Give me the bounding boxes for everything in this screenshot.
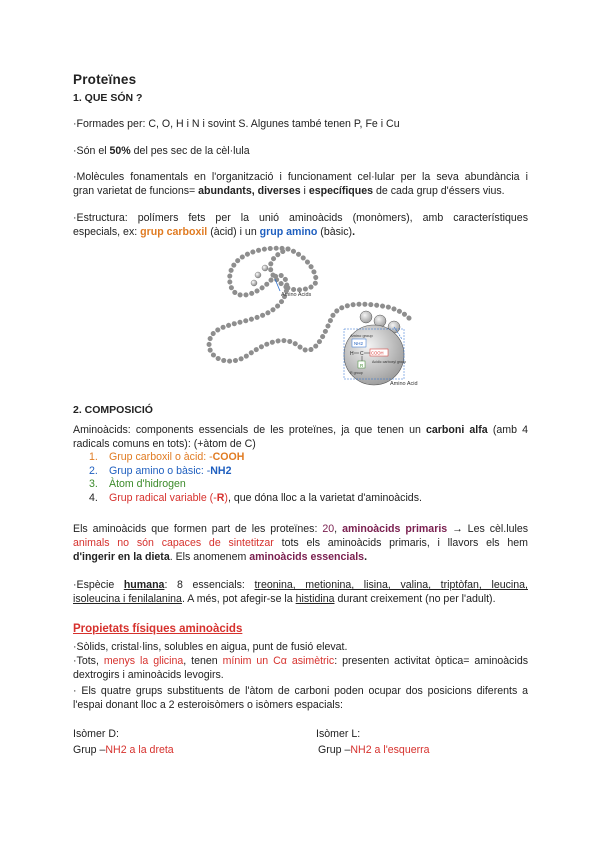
section-3-heading: Propietats físiques aminoàcids: [73, 623, 243, 635]
label-h: H: [350, 351, 354, 357]
label-amino-group: Amino group: [350, 333, 373, 338]
isomer-d-desc: Grup –NH2 a la dreta: [73, 744, 174, 756]
label-amino-acids: Amino Acids: [281, 292, 312, 298]
label-r-group: R group: [350, 371, 363, 375]
isomer-l-desc: Grup –NH2 a l'esquerra: [318, 744, 430, 756]
properties-line2: ·Tots, menys la glicina, tenen mínim un Cα asimètric: presenten activitat òptica= aminoàcids: [73, 655, 529, 667]
protein-chain-figure: [190, 243, 440, 388]
list-item-amino: 2. Grup amino o bàsic: -NH2: [89, 464, 232, 477]
paragraph-composition: ·Formades per: C, O, H i N i sovint S. Algunes també tenen P, Fe i Cu: [73, 118, 400, 130]
label-r: R: [360, 363, 364, 368]
isomer-d-title: Isòmer D:: [73, 728, 119, 740]
composition-list: [89, 451, 529, 505]
composition-intro-line1: Aminoàcids: components essencials de les proteïnes, ja que tenen un carboni alfa (amb 4: [73, 424, 528, 436]
label-acidic-carboxyl: Acidic carboxyl group: [372, 360, 407, 364]
properties-line4: · Els quatre grups substituents de l'àtom de carboni poden ocupar dos posicions diferents a: [73, 685, 528, 697]
primary-aa-line3: d'ingerir en la dieta. Els anomenem aminoàcids essencials.: [73, 551, 368, 563]
list-item-radical: 4. Grup radical variable (-R), que dóna lloc a la varietat d'aminoàcids.: [89, 491, 422, 504]
paragraph-structure-line1: ·Estructura: polímers fets per la unió aminoàcids (monòmers), amb característiques: [73, 212, 528, 224]
label-c: C: [360, 351, 364, 357]
essential-aa-line1: ·Espècie humana: 8 essencials: treonina, metionina, lisina, valina, triptòfan, leucina,: [73, 579, 528, 591]
essential-aa-line2: isoleucina i fenilalanina. A més, pot afegir-se la histidina durant creixement (no per l'adult).: [73, 593, 496, 605]
composition-intro-line2: radicals comuns en tots): (+àtom de C): [73, 438, 256, 450]
list-item-carboxyl: 1. Grup carboxil o àcid: -COOH: [89, 451, 245, 463]
properties-line3: dextrogirs i aminoàcids levogirs.: [73, 669, 224, 681]
list-item-hydrogen: 3. Àtom d'hidrogen: [89, 478, 186, 491]
primary-aa-line2: animals no són capaces de sintetitzar tots els aminoàcids primaris, i llavors els hem: [73, 537, 528, 549]
properties-line1: ·Sòlids, cristal·lins, solubles en aigua, punt de fusió elevat.: [73, 641, 348, 653]
isomer-l-title: Isòmer L:: [316, 728, 361, 740]
label-amino-acid: Amino Acid: [390, 381, 418, 387]
section-2-heading: 2. COMPOSICIÓ: [73, 404, 153, 416]
page-title: Proteïnes: [73, 72, 137, 87]
section-1-heading: 1. QUE SÓN ?: [73, 92, 143, 104]
label-nh2: NH2: [354, 341, 364, 346]
paragraph-functions-line1: ·Molècules fonamentals en l'organització i funcionament cel·lular per la seva abundància i: [73, 171, 528, 183]
paragraph-structure-line2: especials, ex: grup carboxil (àcid) i un grup amino (bàsic).: [73, 226, 356, 238]
paragraph-percentage: ·Són el 50% del pes sec de la cèl·lula: [73, 145, 250, 157]
paragraph-functions-line2: gran varietat de funcions= abundants, diverses i específiques de cada grup d'éssers vius.: [73, 185, 505, 197]
properties-line5: l'espai donant lloc a 2 esteroisòmers o isòmers espacials:: [73, 699, 343, 711]
primary-aa-line1: Els aminoàcids que formen part de les proteïnes: 20, aminoàcids primaris → Les cèl.lules: [73, 523, 529, 535]
label-cooh: COOH: [371, 350, 384, 356]
